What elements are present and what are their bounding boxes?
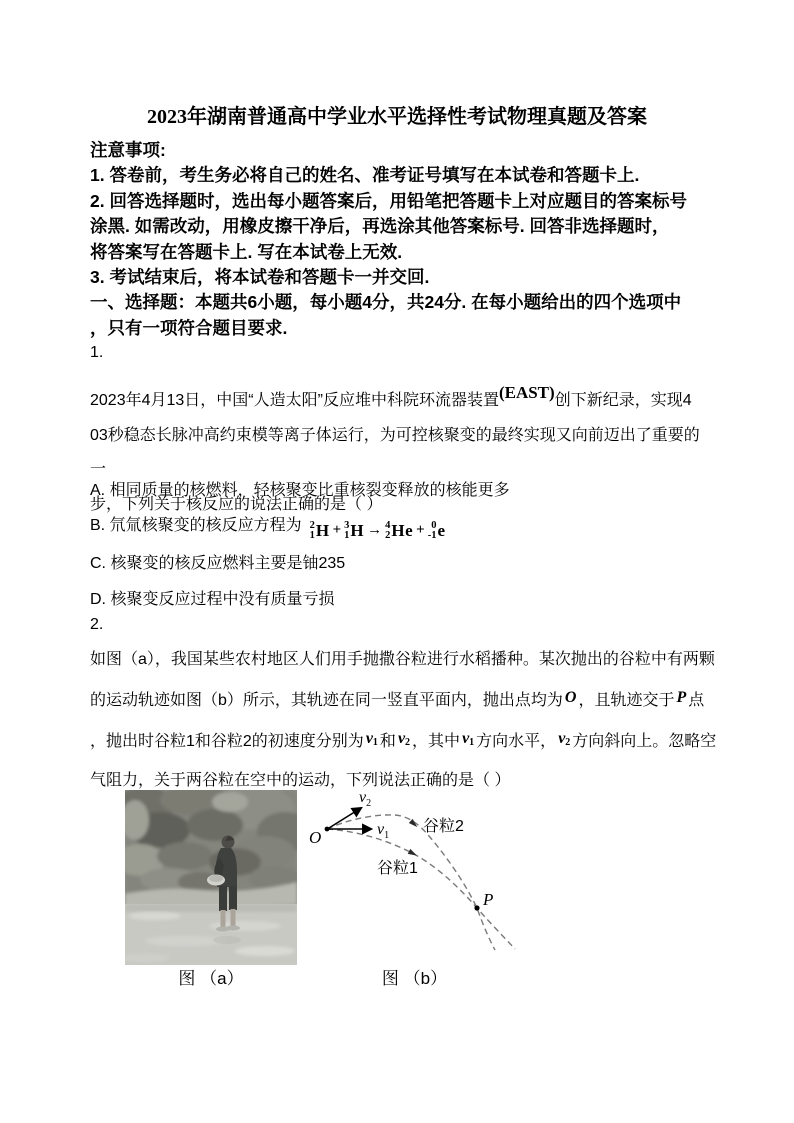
plus-sign: +	[332, 522, 342, 538]
symbol-P: P	[676, 689, 687, 706]
notice-section	[90, 138, 712, 341]
label-P: P	[483, 890, 494, 909]
option-c: C. 核聚变的核反应燃料主要是铀235	[90, 555, 346, 572]
trajectory-diagram	[307, 786, 522, 956]
figure-a-caption: 图 （a）	[178, 969, 244, 988]
question-2-number: 2.	[90, 616, 104, 633]
paddy-water	[125, 904, 297, 965]
symbol-v2: v2	[558, 730, 571, 748]
option-d: D. 核聚变反应过程中没有质量亏损	[90, 591, 335, 608]
symbol-v1: v1	[365, 730, 378, 748]
q1-line-3: 步，下列关于核反应的说法正确的是（ ）	[90, 495, 383, 513]
q1-line-2: 03秒稳态长脉冲高约束模等离子体运行，为可控核聚变的最终实现又向前迈出了重要的一	[90, 426, 700, 478]
q2-line-3: ，抛出时谷粒1和谷粒2的初速度分别为 v1 和 v2 ，其中 v1 方向水平， v2 方向斜向上。忽略空	[90, 730, 717, 750]
q2-line-1: 如图（a），我国某些农村地区人们用手抛撒谷粒进行水稻播种。某次抛出的谷粒中有两颗	[90, 651, 715, 668]
notice-heading: 注意事项:	[90, 140, 166, 160]
label-O: O	[309, 828, 322, 847]
option-b: B. 氘氚核聚变的核反应方程为 2 1 H + 3 1 H → 4 2 He + 0 -1 e	[90, 517, 446, 541]
symbol-v2: v2	[397, 730, 411, 748]
symbol-O: O	[564, 689, 577, 706]
label-grain1: 谷粒1	[377, 860, 418, 877]
farmer-sowing-photo	[125, 790, 297, 965]
q2-line-2: 的运动轨迹如图（b）所示，其轨迹在同一竖直平面内，抛出点均为 O ，且轨迹交于 P 点	[90, 689, 705, 709]
reaction-arrow: →	[367, 522, 383, 538]
symbol-v1: v1	[462, 730, 475, 748]
label-v2: $v_2$	[359, 789, 372, 809]
notice-item-2-line-1: 2. 回答选择题时，选出每小题答案后，用铅笔把答题卡上对应题目的答案标号	[90, 190, 687, 211]
label-v1: $v_1$	[377, 821, 390, 841]
notice-item-2-line-2: 涂黑. 如需改动，用橡皮擦干净后，再选涂其他答案标号. 回答非选择题时，	[90, 216, 670, 237]
nuclide-tritium: 3 1 H	[344, 520, 365, 541]
launch-point-O-dot	[325, 827, 330, 832]
notice-item-2-line-3: 将答案写在答题卡上. 写在本试卷上无效.	[90, 241, 403, 262]
figure-b-caption: 图 （b）	[381, 969, 448, 988]
notice-item-3: 3. 考试结束后，将本试卷和答题卡一并交回.	[90, 267, 430, 288]
page-title: 2023年湖南普通高中学业水平选择性考试物理真题及答案	[147, 106, 647, 128]
nuclide-electron: 0 -1 e	[427, 520, 446, 541]
q1-line-1: 2023年4月13日，中国“人造太阳”反应堆中科院环流器装置(EAST)创下新纪录，实现4	[90, 383, 692, 409]
east-superscript: (EAST)	[498, 383, 555, 402]
question-2-text	[90, 641, 730, 800]
trajectory-grain1	[327, 829, 515, 949]
notice-item-1: 1. 答卷前，考生务必将自己的姓名、准考证号填写在本试卷和答题卡上.	[90, 165, 640, 186]
nuclear-equation	[310, 521, 446, 541]
crossing-point-P-dot	[474, 905, 479, 910]
plus-sign: +	[416, 522, 425, 538]
v2-velocity-arrow	[329, 808, 361, 828]
label-grain2: 谷粒2	[423, 818, 464, 835]
trajectory-grain2	[327, 815, 495, 950]
section-heading-line-1: 一、选择题：本题共6小题，每小题4分，共24分. 在每小题给出的四个选项中	[90, 292, 682, 313]
nuclide-deuterium: 2 1 H	[309, 520, 330, 541]
nuclide-helium: 4 2 He	[385, 520, 414, 541]
option-a: A. 相同质量的核燃料，轻核聚变比重核裂变释放的核能更多	[90, 482, 510, 499]
direction-marker-grain1	[408, 849, 419, 858]
q2-line-4: 气阻力，关于两谷粒在空中的运动，下列说法正确的是（ ）	[90, 772, 511, 789]
question-1-number: 1.	[90, 344, 104, 361]
section-heading-line-2: ，只有一项符合题目要求.	[90, 317, 288, 338]
question-1-text	[90, 376, 714, 522]
